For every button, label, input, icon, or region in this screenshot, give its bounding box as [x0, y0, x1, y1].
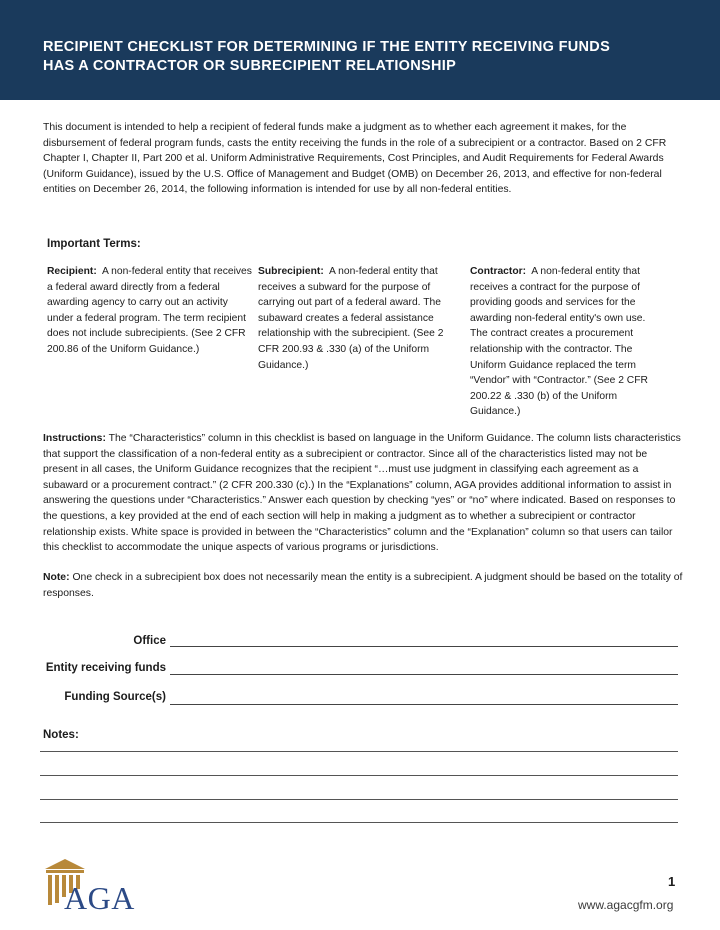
intro-paragraph: This document is intended to help a recipient of federal funds make a judgment as to whether each agreement it makes, for the disbursement of federal program funds, casts the entity receiving the funds in the role of a subrecipient or a contractor. Based on 2 CFR Chapter I, Chapter II, Part 200 et al. Uniform Administrative Requirements, Cost Principles, and Audit Requirements for Federal Awards (Uniform Guidance), issued by the U.S. Office of Management and Budget (OMB) on December 26, 2013, and effective for non-federal entities on December 26, 2014, the following information is intended for use by all non-federal entities. — [43, 122, 667, 196]
entity-receiving-funds-field[interactable] — [170, 674, 678, 675]
term-contractor: Contractor: A non-federal entity that receives a contract for the purpose of providing goods and services for the awarding non-federal entity's own use. The contract creates a procurement relationship with the contractor. The Uniform Guidance replaced the term “Vendor” with “Contractor.” (See 2 CFR 200.22 & .330 (b) of the Uniform Guidance.) — [470, 266, 648, 418]
notes-label: Notes: — [43, 729, 79, 741]
notes-line-2[interactable] — [40, 775, 678, 776]
header-banner — [0, 0, 720, 100]
website-link[interactable]: www.agacgfm.org — [578, 898, 674, 912]
term-subrecipient-name: Subrecipient — [258, 266, 321, 277]
page-number: 1 — [668, 874, 676, 889]
entity-receiving-funds-label: Entity receiving funds — [45, 662, 166, 674]
funding-source-field[interactable] — [170, 704, 678, 705]
notes-line-3[interactable] — [40, 799, 678, 800]
aga-logo-text: AGA — [64, 880, 135, 916]
page-title — [43, 38, 683, 76]
term-recipient: Recipient: A non-federal entity that receives a federal award directly from a federal awarding agency to carry out an activity under a federal program. The term recipient does not include subrecipients. (See 2 CFR 200.86 of the Uniform Guidance.) — [47, 266, 252, 355]
office-label: Office — [133, 635, 166, 647]
note-text: One check in a subrecipient box does not necessarily mean the entity is a subrecipient. A judgment should be based on the totality of responses. — [43, 572, 683, 599]
notes-line-1[interactable] — [40, 751, 678, 752]
term-contractor-name: Contractor — [470, 266, 523, 277]
terms-heading: Important Terms: — [47, 238, 141, 250]
note-label: Note: — [43, 572, 70, 583]
page-title-line-2: HAS A CONTRACTOR OR SUBRECIPIENT RELATIONSHIP — [43, 58, 457, 74]
notes-line-4[interactable] — [40, 822, 678, 823]
term-subrecipient: Subrecipient: A non-federal entity that receives a subward for the purpose of carrying out part of a federal award. The subaward creates a federal assistance relationship with the subrecipient. (See 2 CFR 200.93 & .330 (a) of the Uniform Guidance.) — [258, 266, 444, 371]
funding-source-label: Funding Source(s) — [64, 691, 166, 703]
page-title-line-1: RECIPIENT CHECKLIST FOR DETERMINING IF THE ENTITY RECEIVING FUNDS — [43, 39, 611, 55]
term-contractor-definition: A non-federal entity that receives a contract for the purpose of providing goods and services for the awarding non-federal entity's own use. The contract creates a procurement relationship with the contractor. The Uniform Guidance replaced the term “Vendor” with “Contractor.” (See 2 CFR 200.22 & .330 (b) of the Uniform Guidance.) — [470, 266, 648, 418]
term-recipient-name: Recipient — [47, 266, 94, 277]
term-subrecipient-definition: A non-federal entity that receives a subward for the purpose of carrying out part of a federal award. The subaward creates a federal assistance relationship with the subrecipient. (See 2 CFR 200.93 & .330 (a) of the Uniform Guidance.) — [258, 266, 444, 371]
term-recipient-definition: A non-federal entity that receives a federal award directly from a federal awarding agency to carry out an activity under a federal program. The term recipient does not include subrecipients. (See 2 CFR 200.86 of the Uniform Guidance.) — [47, 266, 252, 355]
instructions-label: Instructions: — [43, 433, 106, 444]
instructions-paragraph — [43, 431, 683, 556]
instructions-text: The “Characteristics” column in this checklist is based on language in the Uniform Guidance. The column lists characteristics that support the classification of a non-federal entity as a subrecipient or contractor. Since all of the characteristics listed may not be present in all cases, the Uniform Guidance recognizes that the recipient “…must use judgment in classifying each agreement as a subaward or a procurement contract.” (2 CFR 200.330 (c).) In the “Explanations” column, AGA provides additional information to assist in answering the questions under “Characteristics.” Answer each question by checking “yes” or “no” where indicated. Based on responses to the questions, a key provided at the end of each section will help in making a judgment as to whether a subrecipient or contractor relationship exists. White space is provided in between the “Characteristics” column and the “Explanation” column so that users can tailor this checklist to accommodate the unique aspects of various programs or jurisdictions. — [43, 433, 681, 554]
note-paragraph — [43, 570, 683, 601]
office-field[interactable] — [170, 646, 678, 647]
